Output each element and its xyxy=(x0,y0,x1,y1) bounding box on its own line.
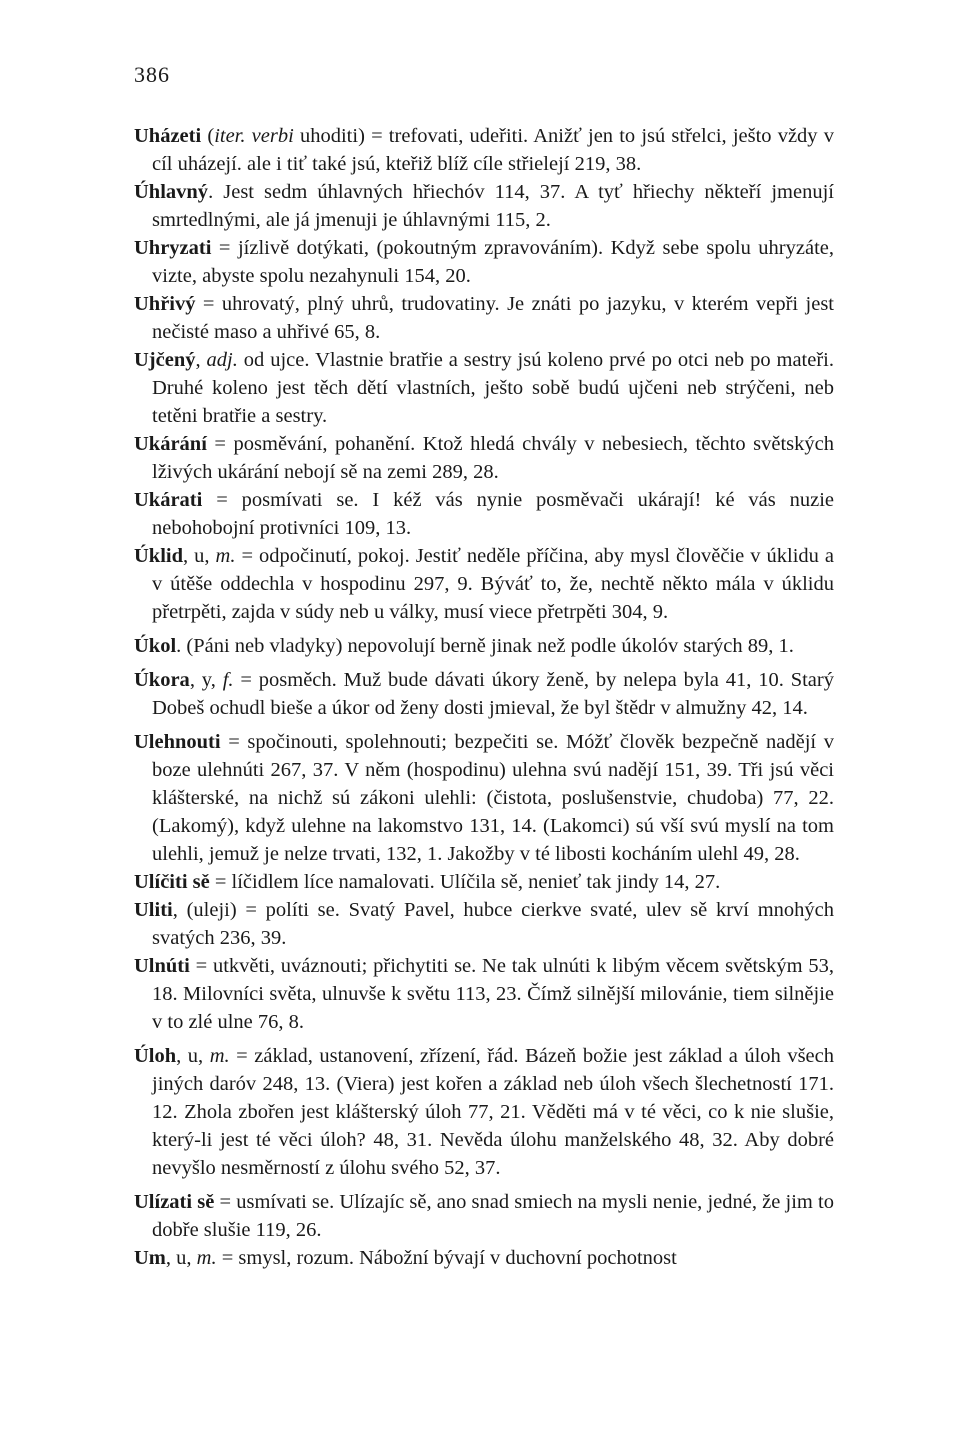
entry-ulnuti xyxy=(134,952,834,1036)
definition-text: = spočinouti, spolehnouti; bezpečiti se. Móžť člověk bezpečně nadějí v boze ulehnúti 267, 37. V něm (hospodinu) ulehna svú nadějí 151, 39. Tři jsú věci klášterské, na nichž sú zákoni ulehli: (čistota, poslušenstvie, chudoba) 77, 22. (Lakomý), když ulehne na lakomstvo 131, 14. (Lakomci) sú vší svú myslí na tom ulehli, jemuž je nelze trvati, 132, 1. Jakožby v té libosti kocháním ulehl 49, 28. xyxy=(152,731,834,865)
definition-text: = uhrovatý, plný uhrů, trudovatiny. Je znáti po jazyku, v kterém vepři jest nečisté maso a uhřivé 65, 8. xyxy=(152,293,834,343)
entry-uliti xyxy=(134,896,834,952)
definition-text: = líčidlem líce namalovati. Ulíčila sě, nenieť tak jindy 14, 27. xyxy=(209,871,721,893)
grammar-note: adj. xyxy=(206,349,238,371)
entry-ulehnouti xyxy=(134,728,834,868)
headword: Uliti xyxy=(134,899,173,921)
entry-um xyxy=(134,1244,834,1272)
entry-prefix: , xyxy=(195,349,207,371)
entry-ukarani xyxy=(134,430,834,486)
definition-text: = posmívati se. I kéž vás nynie posměvači ukárají! ké vás nuzie nebohobojní protivníci 109, 13. xyxy=(152,489,834,539)
definition-text: = jízlivě dotýkati, (pokoutným zpravováním). Když sebe spolu uhryzáte, vizte, abyste spolu nezahynuli 154, 20. xyxy=(152,237,834,287)
entry-uliciti-se xyxy=(134,868,834,896)
definition-text: = odpočinutí, pokoj. Jestiť neděle příčina, aby mysl člověčie v úklidu a v útěše oddechla v hospodinu 297, 9. Býváť to, že, nechtě někto mála v úklidu přetrpěti, zajda v súdy neb u války, musí viece přetrpěti 304, 9. xyxy=(152,545,834,623)
grammar-note: iter. verbi xyxy=(214,125,294,147)
headword: Úkol xyxy=(134,635,177,657)
definition-text: = políti se. Svatý Pavel, hubce cierkve svaté, ulev sě krví mnohých svatých 236, 39. xyxy=(152,899,834,949)
entry-uhazeti xyxy=(134,122,834,178)
page-number: 386 xyxy=(134,62,170,87)
definition-text: = utkvěti, uváznouti; přichytiti se. Ne tak ulnúti k libým věcem světským 53, 18. Milovníci světa, ulnuvše k světu 113, 23. Čímž silnější milovánie, tiem silnějie v to zlé ulne 76, 8. xyxy=(152,955,834,1033)
headword: Ukárati xyxy=(134,489,203,511)
entry-ukora xyxy=(134,666,834,722)
headword: Ulízati sě xyxy=(134,1191,215,1213)
entry-uhryzati xyxy=(134,234,834,290)
grammar-note: m. xyxy=(215,545,236,567)
headword: Ukárání xyxy=(134,433,207,455)
entry-ukarati xyxy=(134,486,834,542)
entry-uhrivy xyxy=(134,290,834,346)
entry-prefix: , (uleji) xyxy=(172,899,246,921)
definition-text: uhoditi) = trefovati, udeřiti. Anižť jen to jsú střelci, ješto vždy v cíl uházejí. ale i tiť také jsú, kteřiž blíž cíle střielejí 219, 38. xyxy=(152,125,834,175)
headword: Ulíčiti sě xyxy=(134,871,210,893)
entry-prefix: ( xyxy=(201,125,215,147)
grammar-note: m. xyxy=(209,1045,230,1067)
definition-text: = posměvání, pohanění. Ktož hledá chvály v nebesiech, těchto světských lživých ukárání nebojí sě na zemi 289, 28. xyxy=(152,433,834,483)
headword: Um xyxy=(134,1247,166,1269)
definition-text: = základ, ustanovení, zřízení, řád. Bázeň božie jest základ a úloh všech jiných daróv 248, 13. (Viera) jest kořen a základ neb úloh všech šlechetností 171. 12. Zhola zbořen jest klášterský úloh 77, 21. Věděti má v té věci, co k nie slušie, který-li jest té věci úloh? 48, 31. Nevěda úlohu manželského 48, 32. Aby dobré nevyšlo nesměrností z úlohu svého 52, 37. xyxy=(152,1045,834,1179)
definition-text: = posměch. Muž bude dávati úkory ženě, by nelepa byla 41, 10. Starý Dobeš ochudl bieše a úkor od ženy dosti jmieval, že byl štědr v almužny 42, 14. xyxy=(152,669,834,719)
definition-text: . (Páni neb vladyky) nepovolují berně jinak než podle úkolóv starých 89, 1. xyxy=(176,635,794,657)
headword: Úkora xyxy=(134,669,190,691)
headword: Ulnúti xyxy=(134,955,190,977)
entry-uklid xyxy=(134,542,834,626)
definition-text: = usmívati se. Ulízajíc sě, ano snad smiech na mysli nenie, jedné, že jim to dobře slušie 119, 26. xyxy=(152,1191,834,1241)
entry-ujceny xyxy=(134,346,834,430)
entry-uhlavny xyxy=(134,178,834,234)
headword: Ulehnouti xyxy=(134,731,221,753)
grammar-note: f. xyxy=(222,669,234,691)
definition-text: = smysl, rozum. Nábožní bývají v duchovní pochotnost xyxy=(216,1247,677,1269)
entry-prefix: , u, xyxy=(176,1045,210,1067)
entry-prefix: , y, xyxy=(189,669,223,691)
headword: Úhlavný xyxy=(134,181,209,203)
definition-text: od ujce. Vlastnie bratřie a sestry jsú koleno prvé po otci neb po mateři. Druhé koleno jest těch dětí vlastních, ješto sobě budú ujčeni neb strýčeni, neb tetěni bratřie a sestry. xyxy=(152,349,834,427)
headword: Uházeti xyxy=(134,125,202,147)
headword: Uhryzati xyxy=(134,237,212,259)
dictionary-entries xyxy=(134,122,834,1272)
entry-prefix: , u, xyxy=(165,1247,197,1269)
grammar-note: m. xyxy=(196,1247,217,1269)
headword: Úloh xyxy=(134,1045,177,1067)
entry-prefix: , u, xyxy=(183,545,216,567)
definition-text: . Jest sedm úhlavných hřiechóv 114, 37. A tyť hřiechy někteří jmenují smrtedlnými, ale já jmenuji je úhlavnými 115, 2. xyxy=(152,181,834,231)
headword: Ujčený xyxy=(134,349,196,371)
entry-ulizati-se xyxy=(134,1188,834,1244)
entry-uloh xyxy=(134,1042,834,1182)
entry-ukol xyxy=(134,632,834,660)
headword: Uhřivý xyxy=(134,293,196,315)
headword: Úklid xyxy=(134,545,183,567)
